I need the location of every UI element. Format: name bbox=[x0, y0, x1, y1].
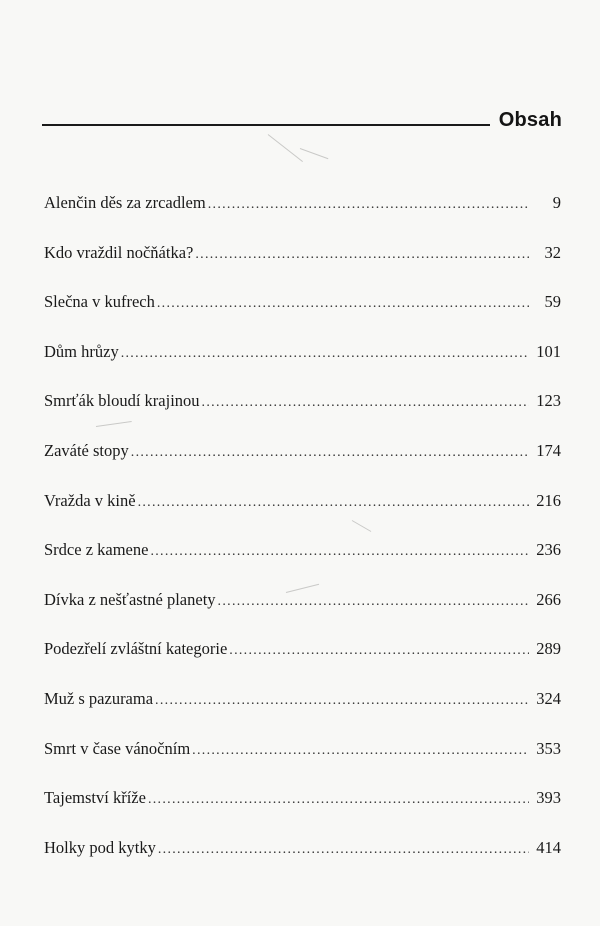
toc-entry bbox=[44, 833, 561, 883]
toc-entry-page: 266 bbox=[536, 589, 561, 609]
toc-entry bbox=[44, 337, 561, 387]
toc-entry bbox=[44, 634, 561, 684]
toc-entry-title: Kdo vraždil nočňátka? bbox=[44, 242, 194, 262]
toc-entry bbox=[44, 783, 561, 833]
toc-entry-page: 353 bbox=[536, 738, 561, 758]
toc-entry bbox=[44, 436, 561, 486]
dot-leader bbox=[218, 587, 529, 617]
toc-entry-page: 59 bbox=[544, 292, 561, 312]
toc-entry-title: Podezřelí zvláštní kategorie bbox=[44, 639, 228, 659]
toc-entry-title: Dům hrůzy bbox=[44, 341, 119, 361]
dot-leader bbox=[229, 636, 529, 666]
toc-entry-page: 414 bbox=[536, 837, 561, 857]
toc-entry bbox=[44, 684, 561, 734]
table-of-contents bbox=[44, 188, 561, 882]
dot-leader bbox=[121, 339, 529, 369]
dot-leader bbox=[208, 190, 529, 220]
toc-entry-title: Holky pod kytky bbox=[44, 837, 156, 857]
toc-header bbox=[42, 108, 562, 140]
toc-entry-page: 393 bbox=[536, 788, 561, 808]
toc-entry bbox=[44, 486, 561, 536]
toc-entry-page: 216 bbox=[536, 490, 561, 510]
dot-leader bbox=[157, 289, 529, 319]
toc-entry-page: 101 bbox=[536, 341, 561, 361]
paper-mark bbox=[300, 148, 329, 159]
toc-entry-page: 174 bbox=[536, 440, 561, 460]
toc-entry-page: 289 bbox=[536, 639, 561, 659]
toc-entry-page: 9 bbox=[552, 193, 561, 212]
toc-entry-title: Slečna v kufrech bbox=[44, 292, 155, 312]
page-title: Obsah bbox=[498, 109, 562, 131]
dot-leader bbox=[158, 835, 529, 865]
toc-entry-title: Srdce z kamene bbox=[44, 540, 149, 560]
toc-entry-page: 324 bbox=[536, 688, 561, 708]
toc-entry-title: Tajemství kříže bbox=[44, 788, 146, 808]
dot-leader bbox=[150, 537, 529, 567]
dot-leader bbox=[148, 785, 529, 815]
toc-entry-title: Dívka z nešťastné planety bbox=[44, 589, 216, 609]
toc-entry bbox=[44, 734, 561, 784]
toc-entry-title: Smrt v čase vánočním bbox=[44, 738, 191, 758]
dot-leader bbox=[131, 438, 529, 468]
dot-leader bbox=[195, 240, 529, 270]
toc-entry bbox=[44, 386, 561, 436]
toc-entry bbox=[44, 585, 561, 635]
toc-entry-page: 123 bbox=[536, 391, 561, 411]
toc-entry bbox=[44, 535, 561, 585]
toc-entry-title: Vražda v kině bbox=[44, 490, 136, 510]
toc-entry bbox=[44, 238, 561, 288]
header-rule bbox=[42, 124, 490, 126]
toc-entry-page: 236 bbox=[536, 540, 561, 560]
dot-leader bbox=[192, 736, 529, 766]
dot-leader bbox=[138, 488, 529, 518]
toc-entry-title: Zaváté stopy bbox=[44, 440, 129, 460]
toc-entry-title: Alenčin děs za zrcadlem bbox=[44, 193, 206, 212]
toc-entry bbox=[44, 188, 561, 238]
dot-leader bbox=[202, 388, 529, 418]
toc-entry-title: Muž s pazurama bbox=[44, 688, 154, 708]
toc-entry-title: Smrťák bloudí krajinou bbox=[44, 391, 200, 411]
toc-entry bbox=[44, 287, 561, 337]
dot-leader bbox=[155, 686, 529, 716]
toc-entry-page: 32 bbox=[544, 242, 561, 262]
